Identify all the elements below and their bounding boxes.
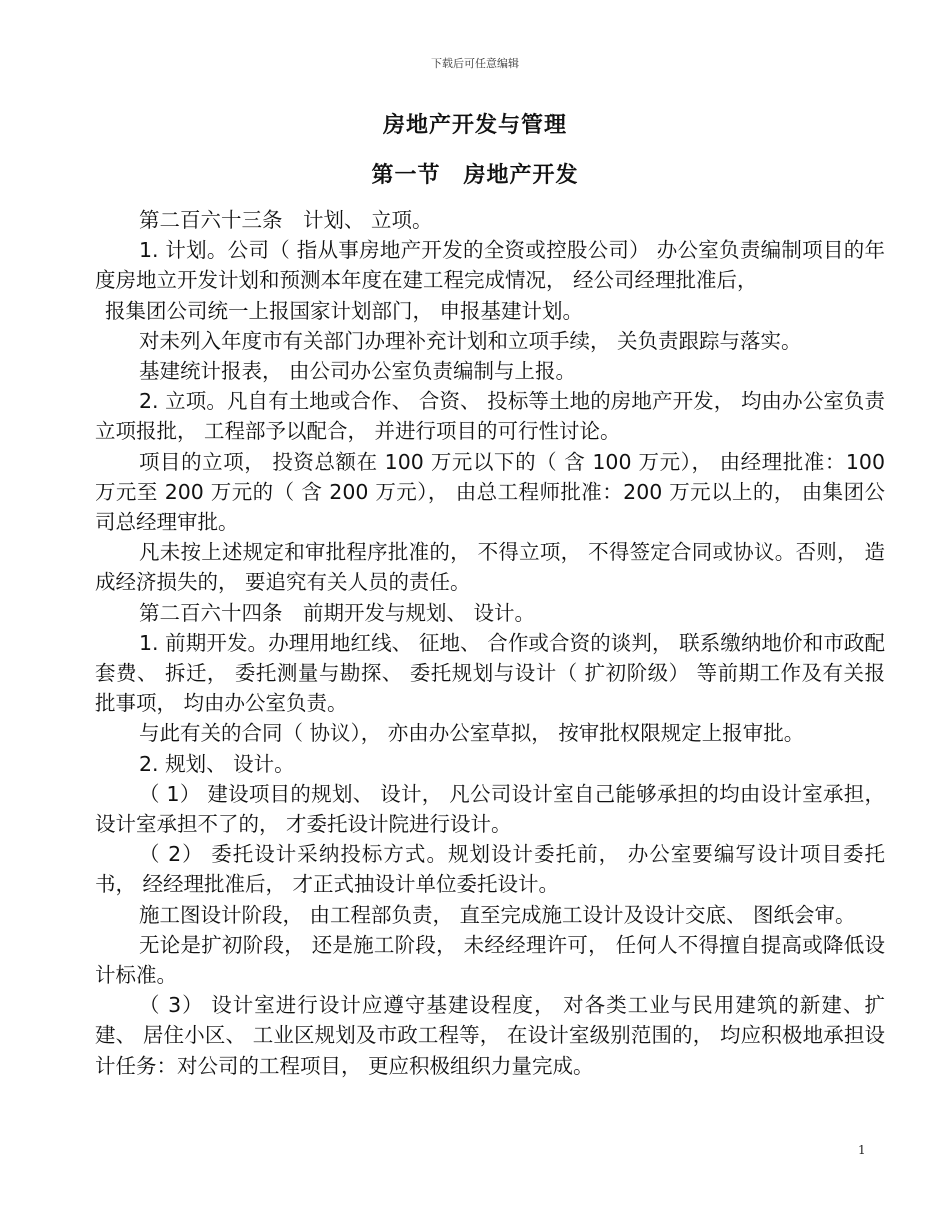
header-note: 下载后可任意编辑 — [431, 57, 519, 70]
paragraph: （ 2） 委托设计采纳投标方式。规划设计委托前， 办公室要编写设计项目委托书， 经经理批准后， 才正式抽设计单位委托设计。 — [95, 842, 885, 897]
article-heading: 第二百六十三条 计划、 立项。 — [139, 208, 433, 232]
paragraph: 1. 前期开发。办理用地红线、 征地、 合作或合资的谈判， 联系缴纳地价和市政配套费、 拆迁， 委托测量与勘探、 委托规划与设计（ 扩初阶级） 等前期工作及有关报批事项， 均由办公室负责。 — [95, 630, 885, 716]
paragraph: 基建统计报表， 由公司办公室负责编制与上报。 — [139, 359, 577, 384]
document-body — [95, 205, 885, 1081]
paragraph: 与此有关的合同（ 协议）， 亦由办公室草拟， 按审批权限规定上报审批。 — [139, 721, 805, 746]
article-heading: 第二百六十四条 前期开发与规划、 设计。 — [139, 600, 536, 625]
paragraph: 无论是扩初阶段， 还是施工阶段， 未经经理许可， 任何人不得擅自提高或降低设计标准。 — [95, 932, 885, 988]
paragraph: 施工图设计阶段， 由工程部负责， 直至完成施工设计及设计交底、 图纸会审。 — [139, 902, 856, 927]
paragraph: 凡未按上述规定和审批程序批准的， 不得立项， 不得签定合同或协议。否则， 造成经济损失的， 要追究有关人员的责任。 — [95, 540, 885, 595]
paragraph: （ 1） 建设项目的规划、 设计， 凡公司设计室自己能够承担的均由设计室承担， 设计室承担不了的， 才委托设计院进行设计。 — [95, 781, 885, 837]
paragraph: 1. 计划。公司（ 指从事房地产开发的全资或控股公司） 办公室负责编制项目的年度房地立开发计划和预测本年度在建工程完成情况， 经公司经理批准后， — [95, 238, 885, 293]
page-number: 1 — [858, 1143, 866, 1157]
paragraph: 2. 规划、 设计。 — [139, 751, 295, 776]
paragraph: 项目的立项， 投资总额在 100 万元以下的（ 含 100 万元）， 由经理批准：100 万元至 200 万元的（ 含 200 万元）， 由总工程师批准：200 万元以上的， 由集团公司总经理审批。 — [95, 449, 885, 535]
paragraph: 对未列入年度市有关部门办理补充计划和立项手续， 关负责跟踪与落实。 — [139, 328, 802, 353]
section-title: 第一节 房地产开发 — [371, 163, 579, 188]
paragraph: 2. 立项。凡自有土地或合作、 合资、 投标等土地的房地产开发， 均由办公室负责立项报批， 工程部予以配合， 并进行项目的可行性讨论。 — [95, 389, 885, 444]
paragraph: （ 3） 设计室进行设计应遵守基建设程度， 对各类工业与民用建筑的新建、扩建、 居住小区、 工业区规划及市政工程等， 在设计室级别范围的， 均应积极地承担设计任务：对公司的工程项目， 更应积极组织力量完成。 — [95, 993, 885, 1078]
document-title: 房地产开发与管理 — [382, 113, 567, 138]
paragraph: 报集团公司统一上报国家计划部门， 申报基建计划。 — [105, 298, 584, 323]
